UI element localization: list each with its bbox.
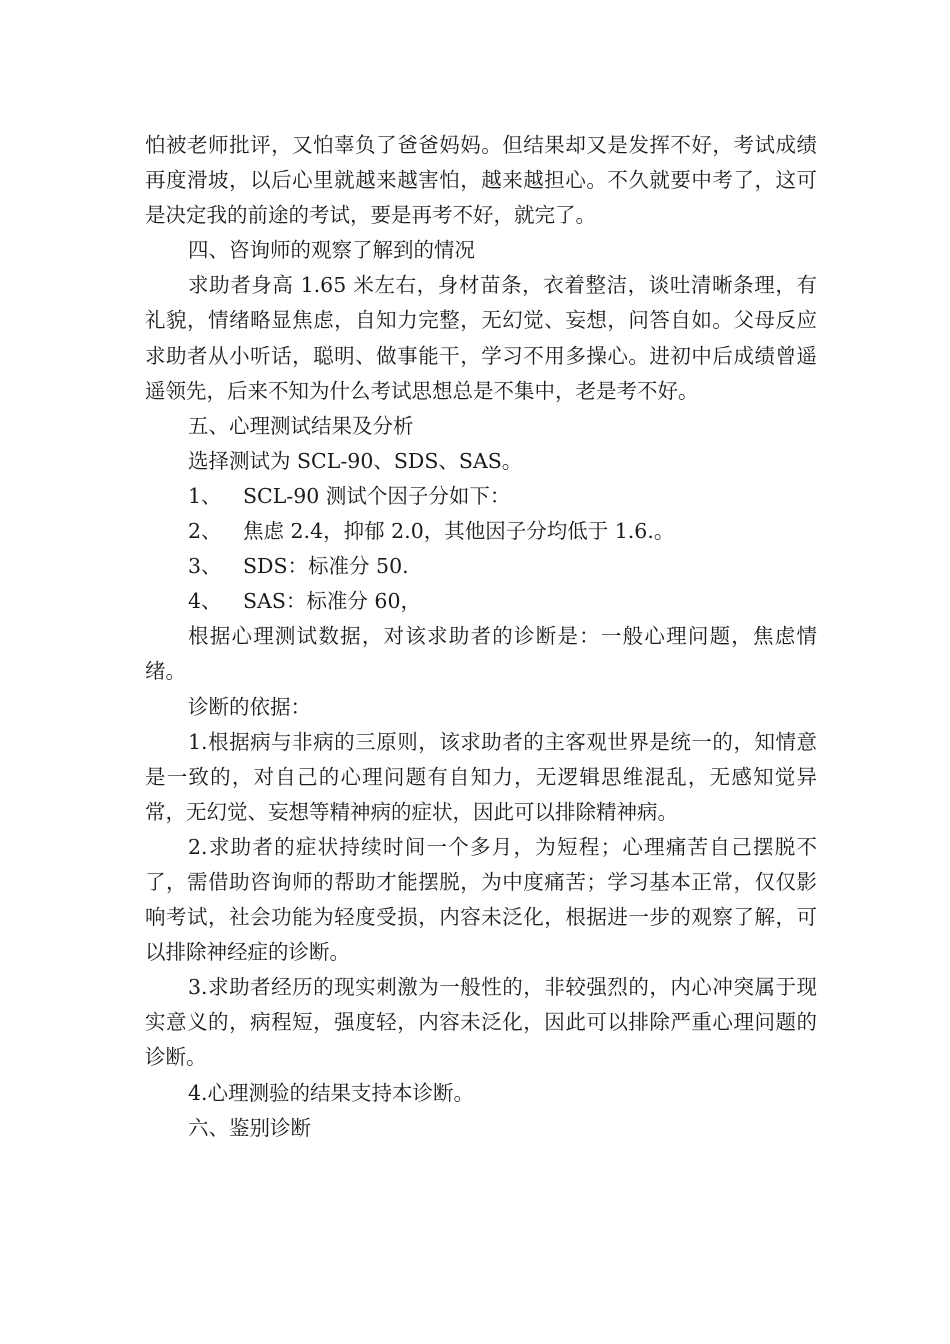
section-heading-test-results: 五、心理测试结果及分析 — [188, 413, 414, 438]
basis-point-4: 4.心理测验的结果支持本诊断。 — [188, 1080, 475, 1105]
test-item-text: SDS：标准分 50. — [243, 554, 409, 579]
test-item-3 — [145, 549, 817, 584]
paragraph-continuation: 怕被老师批评，又怕辜负了爸爸妈妈。但结果却又是发挥不好，考试成绩再度滑坡，以后心里就越来越害怕，越来越担心。不久就要中考了，这可是决定我的前途的考试，要是再考不好，就完了。 — [145, 133, 817, 228]
basis-point-1: 1.根据病与非病的三原则，该求助者的主客观世界是统一的，知情意是一致的，对自己的心理问题有自知力，无逻辑思维混乱，无感知觉异常，无幻觉、妄想等精神病的症状，因此可以排除精神病。 — [145, 729, 817, 824]
basis-point-2: 2.求助者的症状持续时间一个多月，为短程；心理痛苦自己摆脱不了，需借助咨询师的帮助才能摆脱，为中度痛苦；学习基本正常，仅仅影响考试，社会功能为轻度受损，内容未泛化，根据进一步的观察了解，可以排除神经症的诊断。 — [145, 834, 817, 965]
section-heading-observation: 四、咨询师的观察了解到的情况 — [188, 238, 475, 263]
diagnosis-basis-heading: 诊断的依据： — [188, 694, 311, 719]
test-item-number: 1、 — [188, 483, 222, 508]
test-item-text: SAS：标准分 60， — [243, 589, 421, 614]
test-item-1 — [145, 479, 817, 514]
test-item-4 — [145, 584, 817, 619]
document-body — [145, 128, 817, 1146]
test-item-text: SCL-90 测试个因子分如下： — [243, 483, 511, 508]
test-item-number: 2、 — [188, 519, 222, 544]
paragraph-observation: 求助者身高 1.65 米左右，身材苗条，衣着整洁，谈吐清晰条理，有礼貌，情绪略显焦虑，自知力完整，无幻觉、妄想，问答自如。父母反应求助者从小听话，聪明、做事能干，学习不用多操心。进初中后成绩曾遥遥领先，后来不知为什么考试思想总是不集中，老是考不好。 — [145, 273, 817, 403]
paragraph-test-selection: 选择测试为 SCL-90、SDS、SAS。 — [188, 448, 523, 473]
test-item-number: 4、 — [188, 589, 222, 614]
section-heading-differential: 六、鉴别诊断 — [188, 1115, 311, 1140]
test-item-number: 3、 — [188, 554, 222, 579]
test-item-text: 焦虑 2.4，抑郁 2.0，其他因子分均低于 1.6.。 — [243, 519, 675, 544]
paragraph-diagnosis: 根据心理测试数据，对该求助者的诊断是：一般心理问题，焦虑情绪。 — [145, 624, 817, 684]
test-item-2 — [145, 514, 817, 549]
basis-point-3: 3.求助者经历的现实刺激为一般性的，非较强烈的，内心冲突属于现实意义的，病程短，强度轻，内容未泛化，因此可以排除严重心理问题的诊断。 — [145, 975, 817, 1070]
